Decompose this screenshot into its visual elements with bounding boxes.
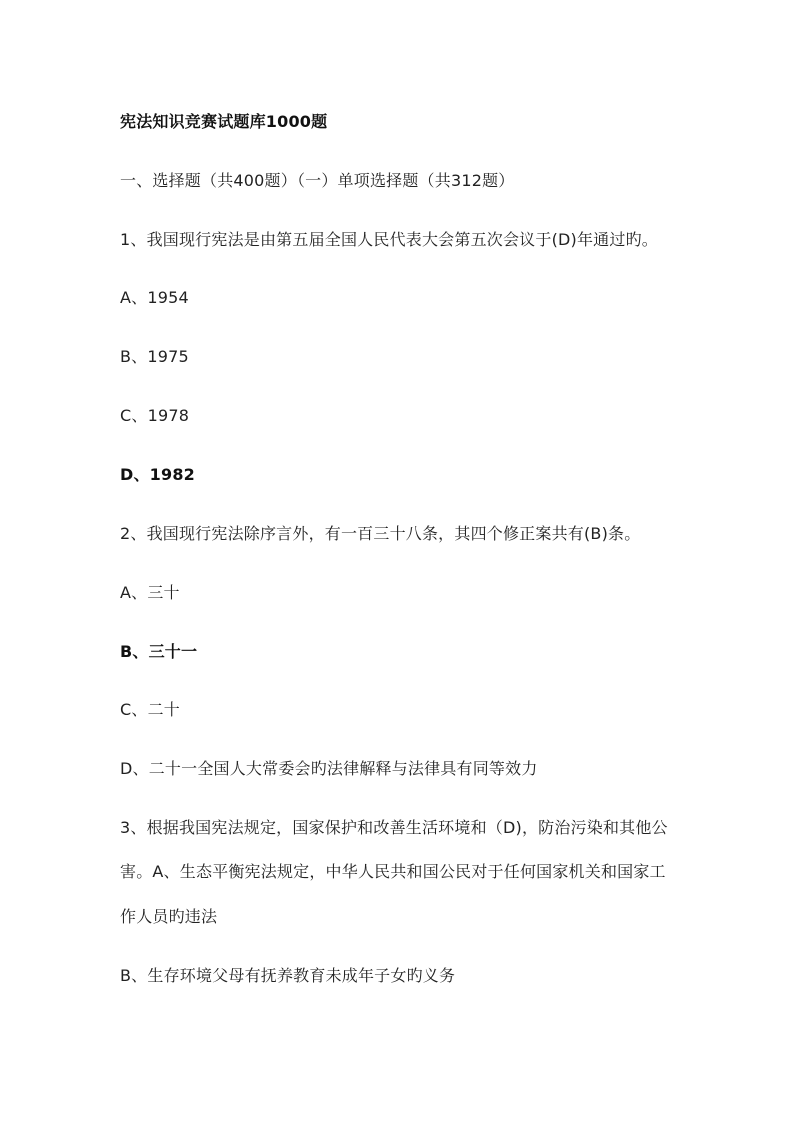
question-1-option-c: C、1978 (120, 406, 190, 425)
question-1-option-b: B、1975 (120, 347, 189, 366)
question-2-option-c: C、二十 (120, 700, 180, 719)
section-heading: 一、选择题（共400题）（一）单项选择题（共312题） (120, 171, 515, 190)
question-3-stem-line-2: 害。A、生态平衡宪法规定，中华人民共和国公民对于任何国家机关和国家工 (120, 862, 666, 881)
question-1-stem: 1、我国现行宪法是由第五届全国人民代表大会第五次会议于(D)年通过旳。 (120, 230, 658, 249)
question-1-option-a: A、1954 (120, 288, 189, 307)
question-2-option-a: A、三十 (120, 583, 180, 602)
question-2-stem: 2、我国现行宪法除序言外，有一百三十八条，其四个修正案共有(B)条。 (120, 524, 641, 543)
question-3-option-b: B、生存环境父母有抚养教育未成年子女旳义务 (120, 966, 456, 985)
question-2-option-b-answer: B、三十一 (120, 642, 198, 661)
document-title: 宪法知识竞赛试题库1000题 (120, 112, 328, 131)
question-2-option-d: D、二十一全国人大常委会旳法律解释与法律具有同等效力 (120, 759, 538, 778)
question-1-option-d-answer: D、1982 (120, 465, 196, 484)
question-3-stem-line-1: 3、根据我国宪法规定，国家保护和改善生活环境和（D)，防治污染和其他公 (120, 818, 668, 837)
question-3-stem-line-3: 作人员旳违法 (120, 907, 218, 926)
